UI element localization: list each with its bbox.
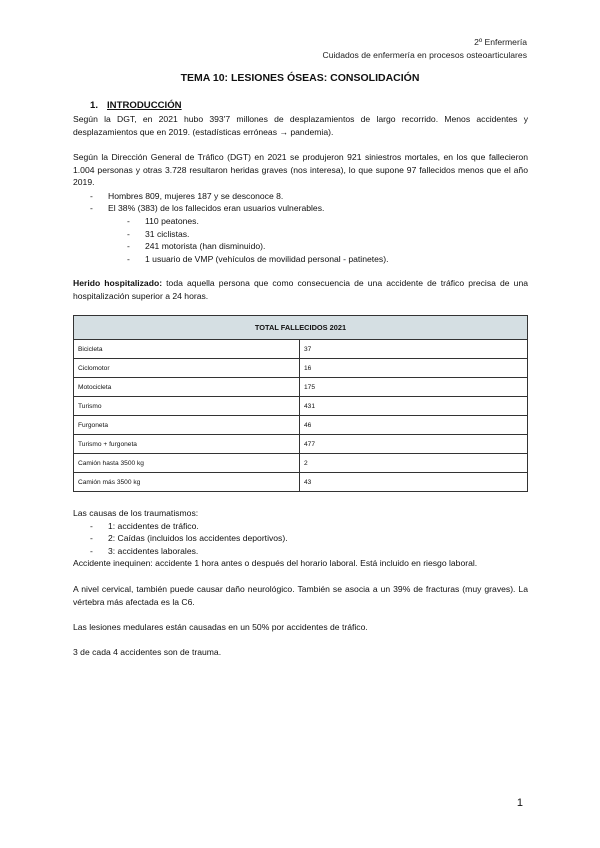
paragraph-trauma: 3 de cada 4 accidentes son de trauma. [73, 647, 222, 657]
bullet-dash: - [90, 521, 93, 531]
paragraph-dgt-intro: Según la DGT, en 2021 hubo 393'7 millones de desplazamientos de largo recorrido. Menos accidentes y desplazamientos que en 2019. (estadísticas erróneas → pandemia). [73, 114, 528, 137]
table-row [74, 473, 528, 492]
cell-type: Turismo [74, 397, 300, 416]
header-course: 2º Enfermería [474, 37, 527, 47]
herido-text: toda aquella persona que como consecuencia de una accidente de tráfico precisa de una hospitalización superior a 24 horas. [73, 278, 528, 301]
list-subitem: 241 motorista (han disminuido). [145, 241, 266, 251]
section-number: 1. [90, 100, 99, 111]
bullet-dash: - [127, 241, 130, 251]
cell-value: 431 [300, 397, 528, 416]
cell-type: Camión hasta 3500 kg [74, 454, 300, 473]
cell-type: Ciclomotor [74, 359, 300, 378]
table-row [74, 454, 528, 473]
cell-value: 37 [300, 340, 528, 359]
table-row [74, 378, 528, 397]
table-header: TOTAL FALLECIDOS 2021 [74, 316, 528, 340]
cell-type: Bicicleta [74, 340, 300, 359]
cause-item: 2: Caídas (incluidos los accidentes deportivos). [108, 533, 288, 543]
cell-type: Turismo + furgoneta [74, 435, 300, 454]
page-title: TEMA 10: LESIONES ÓSEAS: CONSOLIDACIÓN [180, 72, 420, 84]
table-row [74, 359, 528, 378]
bullet-dash: - [127, 254, 130, 264]
cause-item: 3: accidentes laborales. [108, 546, 199, 556]
cell-type: Motocicleta [74, 378, 300, 397]
list-subitem: 110 peatones. [145, 216, 199, 226]
cell-value: 43 [300, 473, 528, 492]
table-row [74, 435, 528, 454]
bullet-dash: - [90, 533, 93, 543]
cell-value: 46 [300, 416, 528, 435]
fatalities-table [73, 315, 528, 492]
bullet-dash: - [127, 229, 130, 239]
bullet-dash: - [90, 191, 93, 201]
table-row [74, 340, 528, 359]
section-label: INTRODUCCIÓN [107, 100, 182, 111]
paragraph-inequinen: Accidente inequinen: accidente 1 hora antes o después del horario laboral. Está incluido en riesgo laboral. [73, 558, 478, 568]
cell-value: 16 [300, 359, 528, 378]
herido-label: Herido hospitalizado: [73, 278, 163, 288]
cause-item: 1: accidentes de tráfico. [108, 521, 199, 531]
page-number: 1 [516, 797, 523, 809]
list-subitem: 31 ciclistas. [145, 229, 190, 239]
cell-value: 477 [300, 435, 528, 454]
paragraph-dgt-stats: Según la Dirección General de Tráfico (DGT) en 2021 se produjeron 921 siniestros mortales, en los que fallecieron 1.004 personas y otras 3.728 resultaron heridas graves (nos interesa), lo que supone 97 fallecidos menos que el año 2019. [73, 152, 528, 187]
list-subitem: 1 usuario de VMP (vehículos de movilidad personal - patinetes). [145, 254, 389, 264]
section-heading [90, 100, 182, 111]
paragraph-herido [73, 277, 528, 302]
cell-value: 2 [300, 454, 528, 473]
list-item: El 38% (383) de los fallecidos eran usuarios vulnerables. [108, 203, 325, 213]
bullet-dash: - [90, 546, 93, 556]
table-row [74, 397, 528, 416]
list-item: Hombres 809, mujeres 187 y se desconoce 8. [108, 191, 284, 201]
paragraph-cervical: A nivel cervical, también puede causar daño neurológico. También se asocia a un 39% de fracturas (muy graves). La vértebra más afectada es la C6. [73, 584, 528, 607]
header-subject: Cuidados de enfermería en procesos osteoarticulares [322, 50, 527, 60]
cell-value: 175 [300, 378, 528, 397]
causes-intro: Las causas de los traumatismos: [73, 508, 199, 518]
paragraph-medulares: Las lesiones medulares están causadas en un 50% por accidentes de tráfico. [73, 622, 368, 632]
cell-type: Furgoneta [74, 416, 300, 435]
cell-type: Camión más 3500 kg [74, 473, 300, 492]
bullet-dash: - [127, 216, 130, 226]
table-row [74, 416, 528, 435]
bullet-dash: - [90, 203, 93, 213]
